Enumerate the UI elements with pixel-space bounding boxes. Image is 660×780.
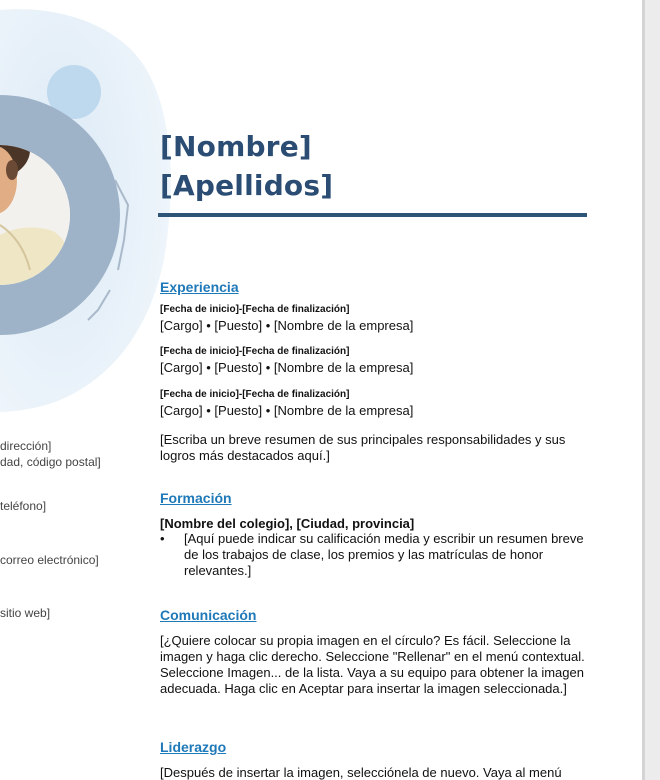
contact-phone: teléfono] (0, 499, 47, 513)
experience-role[interactable]: [Cargo] • [Puesto] • [Nombre de la empresa] (160, 403, 414, 418)
leadership-heading[interactable]: Liderazgo (160, 739, 227, 755)
contact-address: dirección] (0, 439, 52, 453)
education-detail[interactable]: [Aquí puede indicar su calificación media y escribir un resumen breve de los trabajos de clase, los premios y las matrículas de honor relevantes.] (184, 531, 584, 578)
contact-email: correo electrónico] (0, 553, 99, 567)
experience-dates[interactable]: [Fecha de inicio]-[Fecha de finalización] (160, 304, 350, 315)
title-divider (158, 213, 587, 217)
experience-summary[interactable]: [Escriba un breve resumen de sus principales responsabilidades y sus logros más destacados aquí.] (160, 432, 566, 463)
education-heading[interactable]: Formación (160, 490, 232, 506)
communication-heading[interactable]: Comunicación (160, 607, 257, 623)
leadership-text[interactable]: [Después de insertar la imagen, selecciónela de nuevo. Vaya al menú (160, 765, 562, 780)
bullet-icon: • (160, 531, 165, 546)
page-edge-shadow (642, 0, 645, 780)
experience-dates[interactable]: [Fecha de inicio]-[Fecha de finalización] (160, 346, 350, 357)
decorative-photo-circle (0, 0, 180, 420)
communication-text[interactable]: [¿Quiere colocar su propia imagen en el círculo? Es fácil. Seleccione la imagen y haga clic derecho. Seleccione "Rellenar" en el menú contextual. Seleccione Imagen... de la lista. Vaya a su equipo para obtener la imagen adecuada. Haga clic en Aceptar para insertar la imagen seleccionada.] (160, 633, 585, 696)
experience-role[interactable]: [Cargo] • [Puesto] • [Nombre de la empresa] (160, 318, 414, 333)
contact-city: dad, código postal] (0, 455, 101, 469)
last-name[interactable]: [Apellidos] (160, 169, 334, 202)
experience-role[interactable]: [Cargo] • [Puesto] • [Nombre de la empresa] (160, 360, 414, 375)
experience-dates[interactable]: [Fecha de inicio]-[Fecha de finalización] (160, 389, 350, 400)
education-school[interactable]: [Nombre del colegio], [Ciudad, provincia] (160, 516, 415, 531)
experience-heading[interactable]: Experiencia (160, 279, 239, 295)
contact-website: sitio web] (0, 606, 51, 620)
first-name[interactable]: [Nombre] (160, 130, 312, 163)
